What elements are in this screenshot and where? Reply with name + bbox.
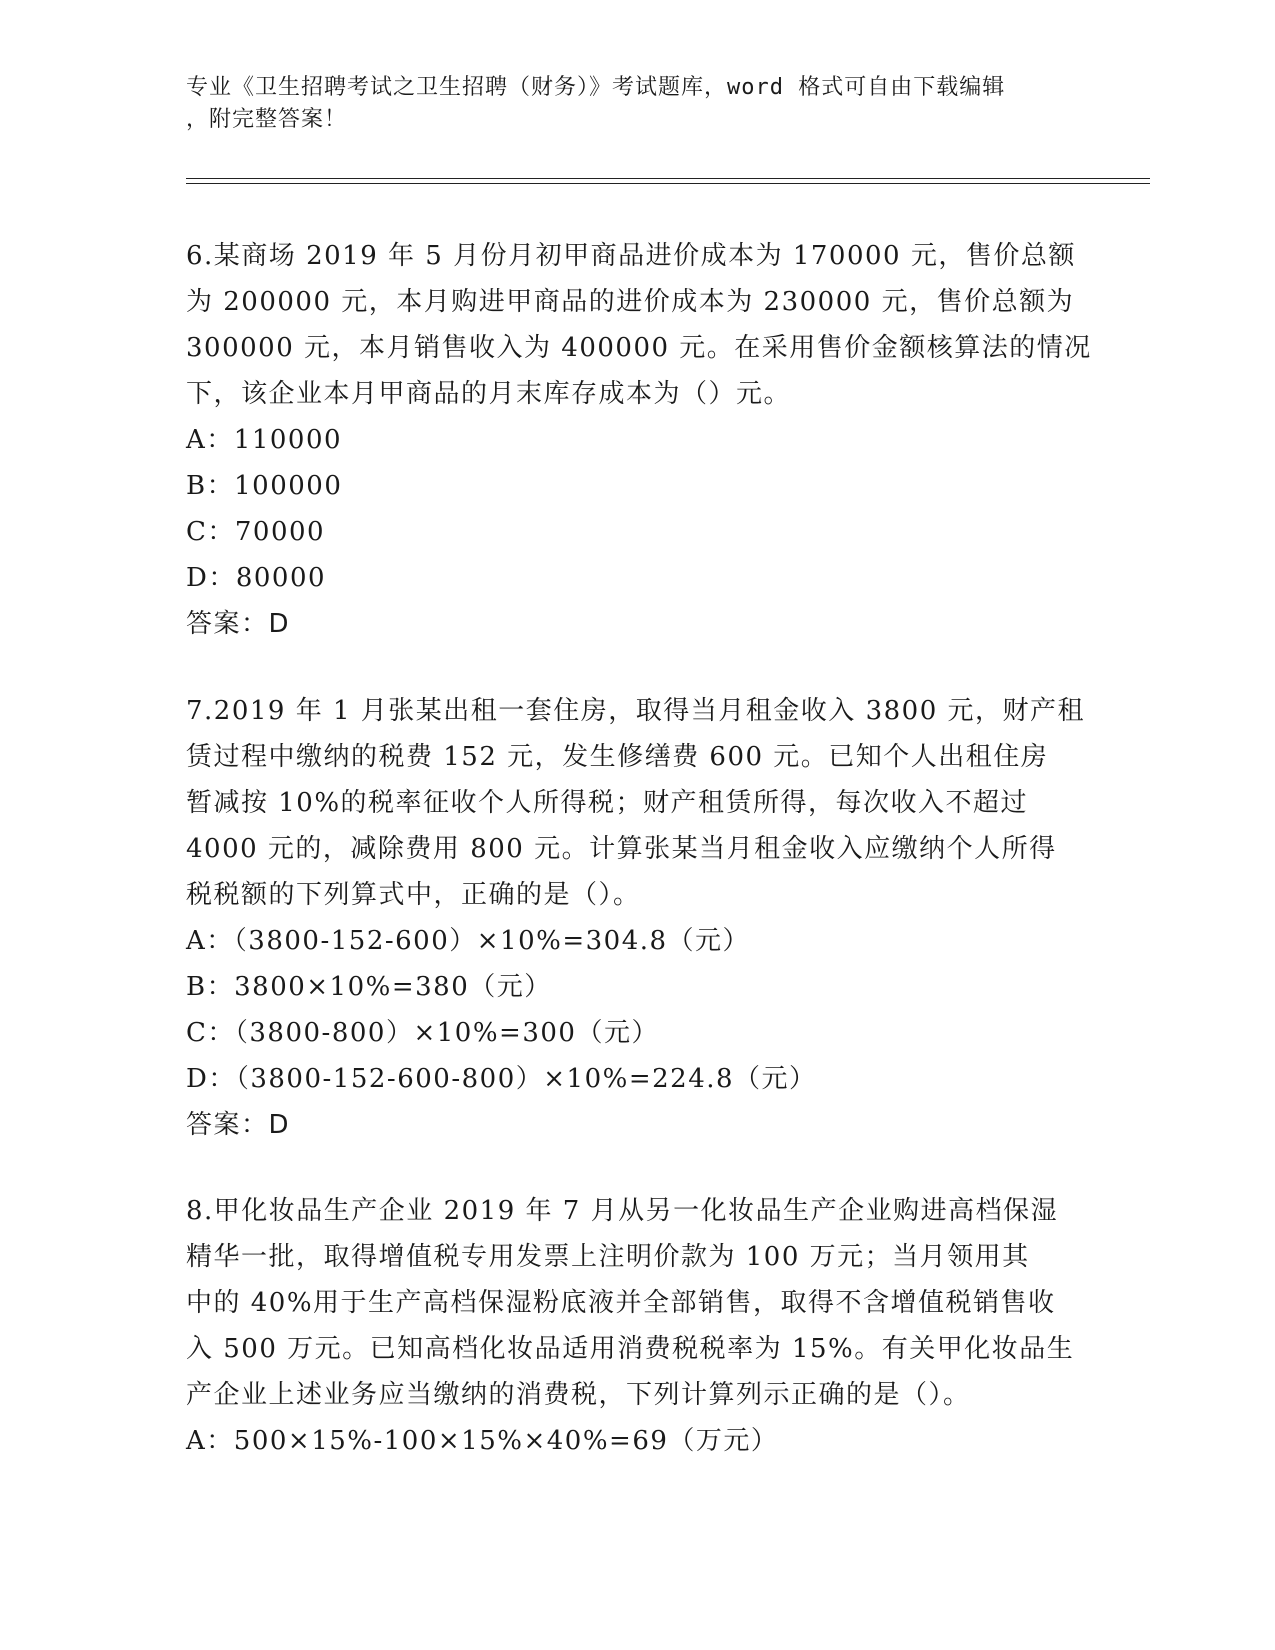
question-stem-line: 赁过程中缴纳的税费 152 元，发生修缮费 600 元。已知个人出租住房 xyxy=(186,742,1049,772)
answer: 答案：D xyxy=(186,1110,291,1140)
option-d: D：（3800-152-600-800）×10%=224.8（元） xyxy=(186,1064,817,1094)
option-a: A：（3800-152-600）×10%=304.8（元） xyxy=(186,926,751,956)
question-stem-line: 暂减按 10%的税率征收个人所得税；财产租赁所得，每次收入不超过 xyxy=(186,788,1029,818)
option-c: C：70000 xyxy=(186,517,326,547)
question-stem-line: 300000 元，本月销售收入为 400000 元。在采用售价金额核算法的情况 xyxy=(186,333,1092,363)
header-divider-top xyxy=(186,178,1150,179)
header-divider-bottom xyxy=(186,183,1150,184)
document-header xyxy=(186,72,1086,136)
question-7 xyxy=(186,688,1086,1148)
answer: 答案：D xyxy=(186,609,291,639)
question-stem-line: 产企业上述业务应当缴纳的消费税，下列计算列示正确的是（）。 xyxy=(186,1380,971,1410)
question-stem-line: 4000 元的，减除费用 800 元。计算张某当月租金收入应缴纳个人所得 xyxy=(186,834,1057,864)
option-c: C：（3800-800）×10%=300（元） xyxy=(186,1018,659,1048)
header-line-2: ，附完整答案！ xyxy=(186,107,348,132)
question-stem-line: 下，该企业本月甲商品的月末库存成本为（）元。 xyxy=(186,379,792,409)
option-a: A：500×15%-100×15%×40%=69（万元） xyxy=(186,1426,779,1456)
question-stem-line: 6.某商场 2019 年 5 月份月初甲商品进价成本为 170000 元，售价总额 xyxy=(186,241,1076,271)
question-stem-line: 税税额的下列算式中，正确的是（）。 xyxy=(186,880,641,910)
question-stem-line: 中的 40%用于生产高档保湿粉底液并全部销售，取得不含增值税销售收 xyxy=(186,1288,1056,1318)
question-stem-line: 8.甲化妆品生产企业 2019 年 7 月从另一化妆品生产企业购进高档保湿 xyxy=(186,1196,1059,1226)
question-stem-line: 精华一批，取得增值税专用发票上注明价款为 100 万元；当月领用其 xyxy=(186,1242,1030,1272)
question-stem-line: 7.2019 年 1 月张某出租一套住房，取得当月租金收入 3800 元，财产租 xyxy=(186,696,1086,726)
header-line-1: 专业《卫生招聘考试之卫生招聘（财务）》考试题库，word 格式可自由下载编辑 xyxy=(186,75,1006,100)
option-d: D：80000 xyxy=(186,563,327,593)
question-stem-line: 入 500 万元。已知高档化妆品适用消费税税率为 15%。有关甲化妆品生 xyxy=(186,1334,1075,1364)
option-b: B：3800×10%=380（元） xyxy=(186,972,552,1002)
question-6 xyxy=(186,233,1092,647)
question-stem-line: 为 200000 元，本月购进甲商品的进价成本为 230000 元，售价总额为 xyxy=(186,287,1075,317)
question-8 xyxy=(186,1188,1086,1464)
option-a: A：110000 xyxy=(186,425,343,455)
option-b: B：100000 xyxy=(186,471,343,501)
